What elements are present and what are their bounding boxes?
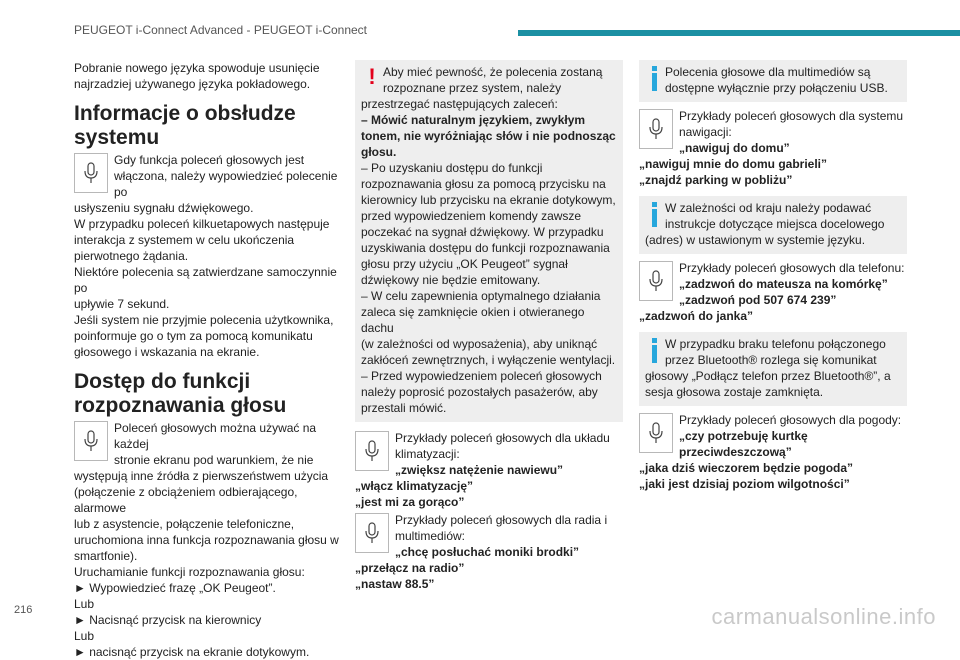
header-accent-bar: [518, 30, 960, 36]
text-line: głosu.: [361, 145, 397, 159]
microphone-icon: [639, 413, 673, 453]
text-line: Przykłady poleceń głosowych dla układu: [395, 431, 610, 445]
microphone-icon: [639, 261, 673, 301]
nav-examples: [639, 108, 907, 188]
weather-examples: [639, 412, 907, 492]
text-line: rozpoznawania głosu za pomocą przycisku na: [361, 177, 606, 191]
text-line: – Przed wypowiedzeniem poleceń głosowych: [361, 369, 602, 383]
info-block: [74, 152, 342, 360]
command-line: „znajdź parking w pobliżu”: [639, 173, 793, 187]
page-header: PEUGEOT i-Connect Advanced - PEUGEOT i-Connect: [74, 23, 368, 37]
column-2: [355, 60, 623, 592]
heading-line: systemu: [74, 126, 160, 149]
heading-line: Informacje o obsłudze: [74, 102, 296, 125]
text-line: głosowy „Podłącz telefon przez Bluetooth®”, a: [645, 369, 891, 383]
info-icon: [645, 200, 665, 230]
info-icon: [645, 336, 665, 366]
text-line: zakłóceń zewnętrznych, i wyłączenie wentylacji.: [361, 353, 616, 367]
text-line: przez Bluetooth® rozlega się komunikat: [665, 353, 877, 367]
text-line: Przykłady poleceń głosowych dla pogody:: [679, 413, 902, 427]
text-line: głosu przy użyciu „OK Peugeot” sygnał: [361, 257, 568, 271]
text-line: interakcja z systemem w celu ukończenia: [74, 233, 295, 247]
heading-voice-access: [74, 370, 342, 418]
text-line: rozpoznane przez system, należy: [383, 81, 562, 95]
info-box-bluetooth: [639, 332, 907, 406]
page-number: 216: [14, 604, 33, 616]
text-line: Lub: [74, 629, 95, 643]
command-line: „jaka dziś wieczorem będzie pogoda”: [639, 461, 854, 475]
microphone-icon: [74, 153, 108, 193]
text-line: przestali mówić.: [361, 401, 447, 415]
text-line: (adres) w ustawionym w systemie języku.: [645, 233, 866, 247]
text-line: Lub: [74, 597, 95, 611]
text-line: (w zależności od wyposażenia), aby uniknąć: [361, 337, 598, 351]
text-line: Jeśli system nie przyjmie polecenia użytkownika,: [74, 313, 334, 327]
text-line: klimatyzacji:: [395, 447, 460, 461]
command-line: „przełącz na radio”: [355, 561, 465, 575]
command-line: „nawiguj mnie do domu gabrieli”: [639, 157, 828, 171]
radio-examples: [355, 512, 623, 592]
command-line: „zadzwoń do mateusza na komórkę”: [679, 277, 888, 291]
text-line: Polecenia głosowe dla multimediów są: [665, 65, 871, 79]
text-line: – Mówić naturalnym językiem, zwykłym: [361, 113, 586, 127]
text-line: lub z asystencie, połączenie telefoniczne,: [74, 517, 295, 531]
command-line: przeciwdeszczową”: [679, 445, 792, 459]
text-line: przed wypowiedzeniem komendy zawsze: [361, 209, 582, 223]
text-line: smartfonie).: [74, 549, 138, 563]
text-line: Gdy funkcja poleceń głosowych jest: [114, 153, 305, 167]
text-line: zaleca się zamknięcie okien i otwieranego dachu: [361, 305, 585, 335]
text-line: uruchomiona inna funkcja rozpoznawania głosu w: [74, 533, 339, 547]
command-line: „zwiększ natężenie nawiewu”: [395, 463, 564, 477]
text-line: uzyskiwania dostępu do funkcji rozpoznawania: [361, 241, 610, 255]
text-line: Uruchamianie funkcji rozpoznawania głosu:: [74, 565, 305, 579]
info-box-country: [639, 196, 907, 254]
text-line: nawigacji:: [679, 125, 732, 139]
text-line: W przypadku poleceń kilkuetapowych następuje: [74, 217, 330, 231]
text-line: Przykłady poleceń głosowych dla radia i: [395, 513, 608, 527]
command-line: „zadzwoń pod 507 674 239”: [679, 293, 837, 307]
text-line: Niektóre polecenia są zatwierdzane samoczynnie po: [74, 265, 337, 295]
intro-paragraph: Pobranie nowego języka spowoduje usunięcie najrzadziej używanego języka pokładowego.: [74, 61, 320, 91]
text-line: pierwotnego żądania.: [74, 249, 189, 263]
text-line: występują inne źródła z pierwszeństwem użycia: [74, 469, 329, 483]
column-1: [74, 60, 342, 660]
command-line: „jest mi za gorąco”: [355, 495, 465, 509]
warning-icon: !: [368, 64, 376, 89]
text-line: – Po uzyskaniu dostępu do funkcji: [361, 161, 543, 175]
command-line: „nawiguj do domu”: [679, 141, 790, 155]
heading-line: Dostęp do funkcji: [74, 370, 251, 393]
text-line: Poleceń głosowych można używać na każdej: [114, 421, 317, 451]
text-line: – W celu zapewnienia optymalnego działania: [361, 289, 601, 303]
text-line: poinformuje go o tym za pomocą komunikatu: [74, 329, 313, 343]
text-line: poczekać na sygnał dźwiękowy. W przypadku: [361, 225, 604, 239]
heading-line: rozpoznawania głosu: [74, 394, 287, 417]
text-line: Aby mieć pewność, że polecenia zostaną: [383, 65, 603, 79]
command-line: „chcę posłuchać moniki brodki”: [395, 545, 580, 559]
command-line: „jaki jest dzisiaj poziom wilgotności”: [639, 477, 850, 491]
text-line: multimediów:: [395, 529, 466, 543]
command-line: „włącz klimatyzację”: [355, 479, 474, 493]
access-block: [74, 420, 342, 660]
text-line: usłyszeniu sygnału dźwiękowego.: [74, 201, 254, 215]
command-line: „nastaw 88.5”: [355, 577, 435, 591]
text-line: głosowego i wskazania na ekranie.: [74, 345, 260, 359]
text-line: należy poprosić pozostałych pasażerów, aby: [361, 385, 598, 399]
text-line: Przykłady poleceń głosowych dla telefonu:: [679, 261, 905, 275]
text-line: przestrzegać następujących zaleceń:: [361, 97, 558, 111]
text-line: tonem, nie wyróżniając słów i nie podnosząc: [361, 129, 616, 143]
text-line: kierownicy lub przycisku na ekranie dotykowym,: [361, 193, 616, 207]
text-line: stronie ekranu pod warunkiem, że nie: [114, 453, 314, 467]
info-box-usb: [639, 60, 907, 102]
text-line: upływie 7 sekund.: [74, 297, 170, 311]
column-3: [639, 60, 907, 492]
info-icon: [645, 64, 665, 94]
command-line: „zadzwoń do janka”: [639, 309, 754, 323]
text-line: (połączenie z obciążeniem odbierającego, alarmowe: [74, 485, 298, 515]
text-line: W zależności od kraju należy podawać: [665, 201, 872, 215]
microphone-icon: [74, 421, 108, 461]
text-line: dostępne wyłącznie przy połączeniu USB.: [665, 81, 888, 95]
microphone-icon: [639, 109, 673, 149]
text-line: ► nacisnąć przycisk na ekranie dotykowym.: [74, 645, 310, 659]
text-line: włączona, należy wypowiedzieć polecenie po: [114, 169, 338, 199]
text-line: ► Nacisnąć przycisk na kierownicy: [74, 613, 262, 627]
text-line: Przykłady poleceń głosowych dla systemu: [679, 109, 904, 123]
warning-box: [355, 60, 623, 422]
text-line: dźwiękowy nie będzie emitowany.: [361, 273, 541, 287]
ac-examples: [355, 430, 623, 510]
heading-system-info: [74, 102, 342, 150]
watermark: carmanualsonline.info: [711, 604, 936, 629]
text-line: sesja głosowa zostaje zamknięta.: [645, 385, 824, 399]
microphone-icon: [355, 431, 389, 471]
microphone-icon: [355, 513, 389, 553]
phone-examples: [639, 260, 907, 324]
text-line: instrukcje dotyczące miejsca docelowego: [665, 217, 885, 231]
command-line: „czy potrzebuję kurtkę: [679, 429, 808, 443]
text-line: ► Wypowiedzieć frazę „OK Peugeot”.: [74, 581, 276, 595]
text-line: W przypadku braku telefonu połączonego: [665, 337, 886, 351]
